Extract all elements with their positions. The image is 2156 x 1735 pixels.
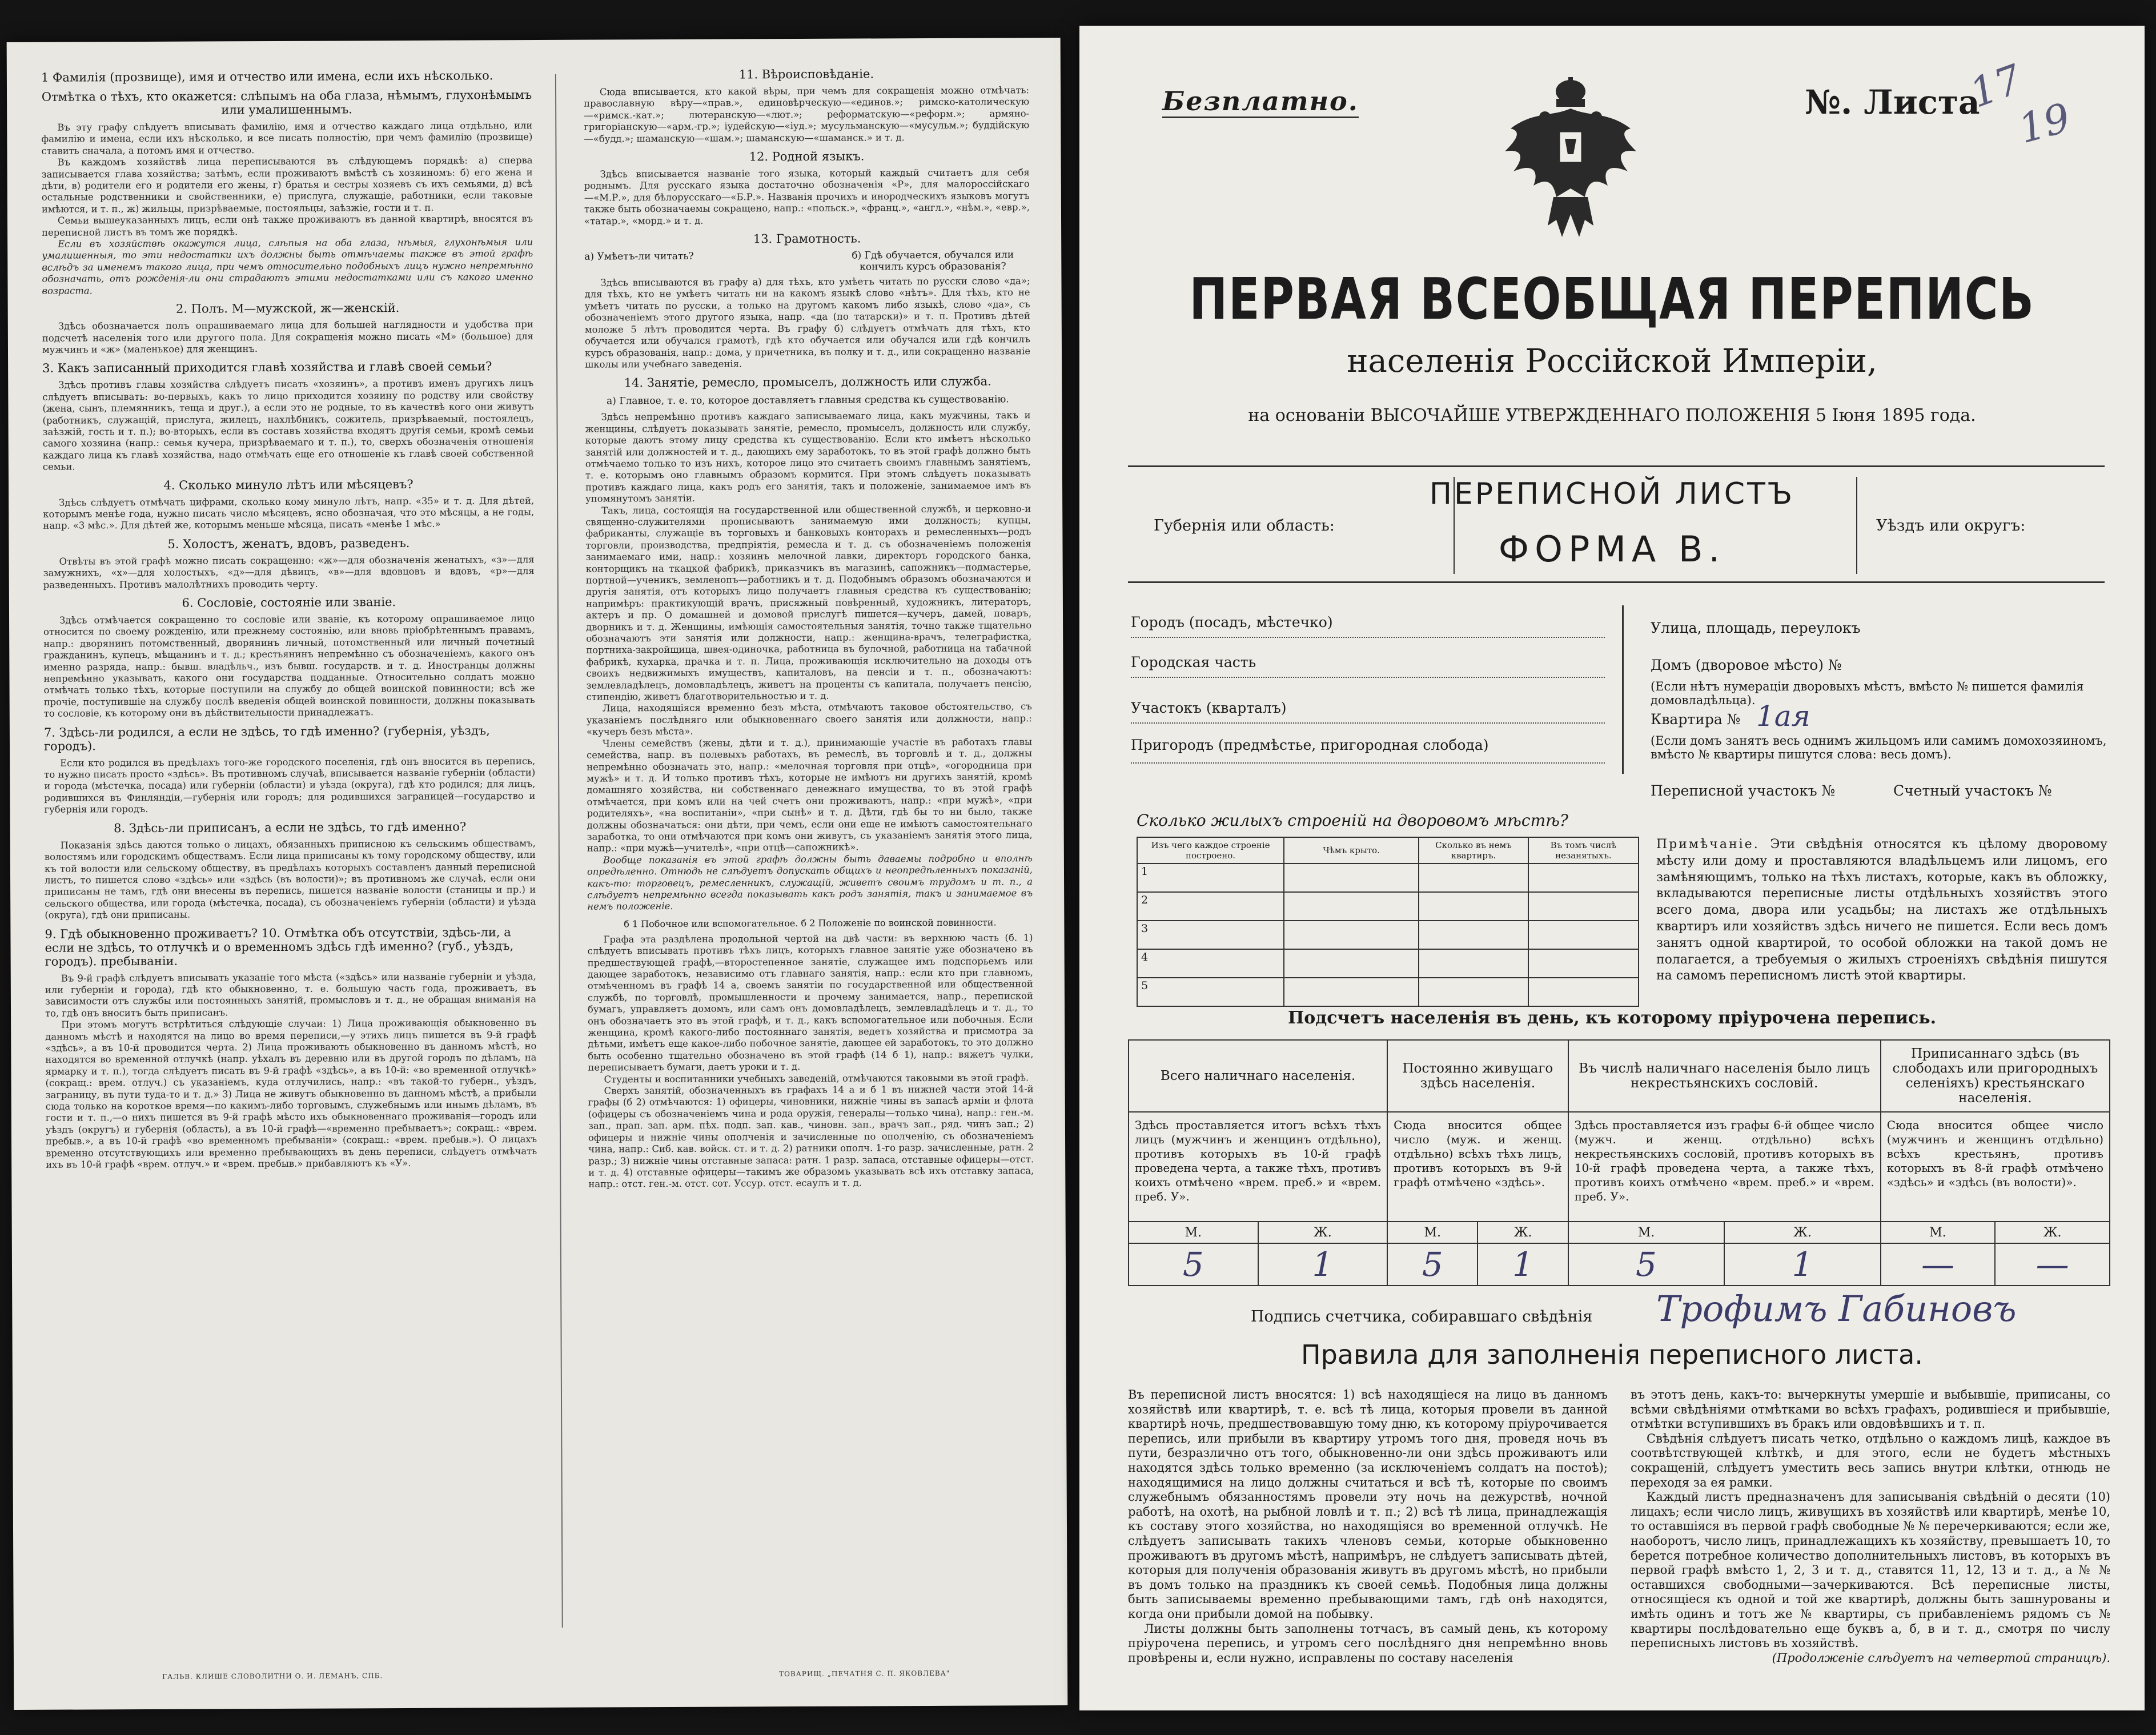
paragraph: Вообще показанія въ этой графѣ должны быть даваемы подробно и вполнѣ опредѣленно. Отнюдь не слѣдуетъ допускать общихъ и неопредѣленныхъ показаній, какъ-то: торговецъ, ремесленникъ, служащій, живетъ своимъ трудомъ и т. п., а слѣдуетъ непремѣнно всегда показывать какъ родъ занятія, такъ и занимаемое въ немъ положеніе.	[587, 852, 1033, 912]
paragraph: Сюда вписывается, кто какой вѣры, при чемъ для сокращенія можно отмѣчать: православную вѣру—«прав.», единовѣрческую—«единов.»; римско-католическую—«римск.-кат.»; лютеранскую—«лют.»; реформатскую—«реформ.»; армяно-григоріанскую—«арм.-гр.»; іудейскую—«іуд.»; мусульманскую—«мусульм.»; буддійскую—«будд.»; шаманскую—«шам.»; шаманскую—«шаманск.» и т. д.	[584, 85, 1030, 144]
subtitle: населенія Россійской Имперіи,	[1347, 343, 1877, 380]
paragraph: Студенты и воспитанники учебныхъ заведеній, отмѣчаются таковыми въ этой графѣ.	[604, 1071, 1029, 1085]
row-number: 3	[1137, 921, 1284, 949]
population-header: Приписаннаго здѣсь (въ слободахъ или пригородныхъ селеніяхъ) крестьянскаго населенія.	[1881, 1040, 2110, 1112]
paragraph: Здѣсь противъ главы хозяйства слѣдуетъ писать «хозяинъ», а противъ именъ другихъ лицъ слѣдуетъ вписывать: во-первыхъ, какъ то лицо приходится хозяину по родству или свойству (жена, сынъ, племянникъ, теща и друг.), а если это не родные, то въ качествѣ кого они живутъ (работникъ, служащій, прислуга, жилецъ, нахлѣбникъ, сожитель, призрѣваемый, постоялецъ, заѣзжій, гость и т. п.); во-вторыхъ, если въ составъ хозяйства входятъ другія семьи, кромѣ семьи самого хозяина (напр.: семья кучера, призрѣваемаго и т. п.), то, сверхъ обозначенія отношенія каждаго лица къ главѣ хозяйства, надо отмѣчать еще его отношеніе къ главѣ своей собственной семьи.	[42, 377, 534, 472]
paragraph: Здѣсь отмѣчается сокращенно то сословіе или званіе, къ которому опрашиваемое лицо относится по своему рожденію, или прежнему состоянію, или вновь пріобрѣтеннымъ правамъ, напр.: дворянинъ потомственный, дворянинъ личный, потомственный или личный почетный гражданинъ, купецъ, мѣщанинъ и т. д.; крестьянинъ непремѣнно съ обозначеніемъ, какого онъ именно разряда, напр.: бывш. владѣльч., изъ бывш. государств. и т. д. Иностранцы должны непремѣнно указывать, какого они государства подданные. Относительно солдатъ можно отмѣчать только тѣхъ, которые поступили на службу до общей воинской повинности; всѣ же прочіе, поступившіе на службу послѣ введенія общей воинской повинности, должны показывать то сословіе, къ которому они въ дѣйствительности принадлежатъ.	[43, 613, 535, 720]
section-13-heading: 13. Грамотность.	[753, 231, 861, 246]
population-instruction: Здѣсь проставляется итогъ всѣхъ тѣхъ лицъ (мужчинъ и женщинъ отдѣльно), противъ которыхъ въ 10-й графѣ проведена черта, а также тѣхъ, противъ коихъ отмѣчено «врем. преб.» и «врем. преб. У».	[1129, 1112, 1387, 1222]
field-line	[1131, 762, 1605, 764]
paragraph: Въ 9-й графѣ слѣдуетъ вписывать указаніе того мѣста («здѣсь» или названіе губерніи и уѣзда, или губерніи и города), гдѣ кто обыкновенно, т. е. большую часть года, проживаетъ, въ зависимости отъ службы или постоянныхъ занятій, промысловъ и т. д., не обращая вниманія на то, гдѣ онъ вноситъ быть приписанъ.	[45, 970, 537, 1019]
male-label: М.	[1881, 1222, 1996, 1243]
note-text: Эти свѣдѣнія относятся къ цѣлому дворовому мѣсту или дому и проставляются владѣльцемъ или лицомъ, его замѣняющимъ, только на тѣхъ листахъ, которые, какъ въ обложку, вкладываются переписные листы отдѣльныхъ хозяйствъ этого всего дома, двора или усадьбы; на листахъ же отдѣльныхъ квартиръ или хозяйствъ здѣсь ничего не пишется. Если весь домъ занятъ одной квартирой, то особой обложки на такой домъ не полагается, а требуемыя о жилыхъ строеніяхъ свѣдѣнія пишутся на самомъ переписномъ листѣ этой квартиры.	[1656, 837, 2107, 983]
apartment-note: (Если домъ занятъ весь однимъ жильцомъ или самимъ домохозяиномъ, вмѣсто № квартиры пишутся слова: весь домъ).	[1651, 734, 2107, 761]
section-6-heading: 6. Сословіе, состояніе или званіе.	[182, 595, 396, 610]
imperial-eagle-emblem	[1499, 77, 1642, 248]
rules-text: въ этотъ день, какъ-то: вычеркнуты умершіе и выбывшіе, приписаны, со всѣми свѣдѣніями отмѣтками во всѣхъ графахъ, родившіеся и прибывшіе, отмѣтки вступившихъ въ бракъ или овдовѣвшихъ и т. п.	[1631, 1388, 2110, 1431]
section-1-subheading: Отмѣтка о тѣхъ, кто окажется: слѣпымъ на оба глаза, нѣмымъ, глухонѣмымъ или умалишеннымъ.	[41, 88, 532, 117]
right-page	[1079, 26, 2145, 1710]
section-14b-heading: б 1 Побочное или вспомогательное. б 2 Положеніе по воинской повинности.	[624, 917, 997, 930]
count-district-label: Счетный участокъ №	[1893, 782, 2052, 799]
paragraph: Сверхъ занятій, обозначенныхъ въ графахъ 14 а и б 1 въ нижней части этой 14-й графы (б 2) отмѣчаются: 1) офицеры, чиновники, нижніе чины въ запасѣ арміи и флота (офицеры съ обозначеніемъ чина и рода оружія, генералы—только чина), напр.: ген.-м. зап., прап. зап. арм. пѣх. подп. зап. кав., чиновн. зап., врачъ зап., ряд. чинъ зап.; 2) офицеры и нижніе чины ополченія и зачисленные по ополченію, съ обозначеніемъ чина, напр.: Сиб. кав. войск. ст. и т. д. 2) ратники ополч. 1-го разр. зачисленные, ратн. 2 разр.; 3) нижніе чины отставные запаса: ратн. 1 разр. запаса, отставные офицеры—отст. и т. д. 4) отставные офицеры—такимъ же образомъ указывать всѣ ихъ отставку запаса, напр.: отст. ген.-м. отст. сот. Уссур. отст. есаулъ и т. д.	[588, 1083, 1034, 1190]
section-1-heading: 1 Фамилія (прозвище), имя и отчество или имена, если ихъ нѣсколько.	[41, 69, 493, 85]
population-instruction: Сюда вносится общее число (мужчинъ и женщинъ отдѣльно) всѣхъ крестьянъ, противъ которыхъ въ 8-й графѣ отмѣчено «здѣсь» и «здѣсь (въ волости)».	[1881, 1112, 2110, 1222]
free-label: Безплатно.	[1162, 86, 1359, 118]
row-number: 2	[1137, 892, 1284, 921]
rules-text: Свѣдѣнія слѣдуетъ писать четко, отдѣльно о каждомъ лицѣ, каждое въ соотвѣтствующей клѣткѣ, и для этого, если не будетъ мѣстныхъ сокращеній, слѣдуетъ уместить весь запись внутри клѣтки, отнюдь не переходя за ея рамки.	[1631, 1431, 2110, 1489]
population-header: Постоянно живущаго здѣсь населенія.	[1387, 1040, 1568, 1112]
legal-basis: на основаніи ВЫСОЧАЙШЕ УТВЕРЖДЕННАГО ПОЛОЖЕНІЯ 5 Іюня 1895 года.	[1248, 405, 1976, 425]
section-8-heading: 8. Здѣсь-ли приписанъ, а если не здѣсь, то гдѣ именно?	[114, 820, 467, 835]
count-value: 5	[1129, 1243, 1258, 1286]
section-7-heading: 7. Здѣсь-ли родился, а если не здѣсь, то гдѣ именно? (губернія, уѣздъ, городъ).	[43, 724, 490, 753]
printer-imprint-right: ТОВАРИЩ. „ПЕЧАТНЯ С. П. ЯКОВЛЕВА"	[779, 1669, 950, 1678]
rules-column-b	[1631, 1388, 2110, 1665]
left-page	[7, 38, 1068, 1710]
section-4-heading: 4. Сколько минуло лѣтъ или мѣсяцевъ?	[163, 477, 413, 492]
row-number: 1	[1137, 864, 1284, 892]
continuation-note: (Продолженіе слѣдуетъ на четвертой страницѣ).	[1772, 1650, 2110, 1665]
left-column-b	[584, 61, 1036, 1638]
literacy-question-b: б) Гдѣ обучается, обучался или кончилъ курсъ образованія?	[852, 249, 1014, 273]
table-row	[1137, 921, 1639, 949]
paragraph: При этомъ могутъ встрѣтиться слѣдующіе случаи: 1) Лица проживающія обыкновенно въ данномъ мѣстѣ и находятся на лицо во время переписи,—у этихъ лицъ пишется въ 9-й графѣ «здѣсь», а въ 10-й проводится черта. 2) Лица проживають обыкновенно въ данномъ мѣстѣ, но находятся во временной отлучкѣ (напр. уѣхалъ въ деревню или въ другой городъ по дѣламъ, на ярмарку и т. п.), тогда слѣдуетъ писать въ 9-й графѣ «здѣсь», а въ 10-й: «во временной отлучкѣ» (сокращ.: врем. отлуч.) съ указаніемъ, куда отлучились, напр.: «въ такой-то губерн., уѣздъ, заграницу, въ пути туда-то и т. д.» 3) Лица не живутъ обыкновенно въ данномъ мѣстѣ, а прибыли сюда только на короткое время—по какимъ-либо торговымъ, служебнымъ или инымъ дѣламъ, въ гости и т. п.,—о нихъ пишется въ 9-й графѣ мѣсто ихъ обыкновеннаго проживанія—городъ или уѣздъ (округъ) и губернія (область), а въ 10-й графѣ—«временно пребываетъ»; сокращ.: «врем. пребыв.», а въ 10-й графѣ «во временномъ пребываніи» (сокращ.: «врем. пребыв.»). О лицахъ временно отсутствующихъ или временно пребывающихъ въ день переписи, слѣдуетъ отмѣчать ихъ въ 10-й графѣ «врем. отлуч.» и «врем. пребыв.» прибавляютъ къ «У».	[45, 1017, 537, 1170]
district-label: Уѣздъ или округъ:	[1876, 517, 2026, 535]
population-instruction: Сюда вносится общее число (муж. и женщ. отдѣльно) всѣхъ тѣхъ лицъ, противъ которыхъ въ 9-й графѣ отмѣчено «здѣсь».	[1387, 1112, 1568, 1222]
table-row	[1137, 949, 1639, 978]
table-row	[1137, 864, 1639, 892]
street-label: Улица, площадь, переулокъ	[1651, 620, 1861, 636]
house-label: Домъ (дворовое мѣсто) №	[1651, 657, 1842, 673]
count-value: 1	[1478, 1243, 1568, 1286]
count-value: —	[1881, 1243, 1996, 1286]
city-label: Городъ (посадъ, мѣстечко)	[1131, 614, 1333, 630]
table-row	[1137, 978, 1639, 1006]
note-heading: Примѣчаніе.	[1656, 837, 1760, 852]
buildings-question: Сколько жилыхъ строеній на дворовомъ мѣстѣ?	[1137, 811, 1568, 830]
paragraph: Здѣсь обозначается полъ опрашиваемаго лица для большей наглядности и удобства при подсчетѣ населенія того или другого пола. Для сокращенія можно писать «М» (большое) для мужчинъ и «ж» (маленькое) для женщинъ.	[42, 319, 533, 355]
female-label: Ж.	[1724, 1222, 1881, 1243]
count-value: 1	[1258, 1243, 1388, 1286]
rules-text: Въ переписной листъ вносятся: 1) всѣ находящіеся на лицо въ данномъ хозяйствѣ или квартирѣ, т. е. всѣ тѣ лица, которыя провели въ данной квартирѣ ночь, предшествовавшую тому дню, къ которому пріурочивается перепись, или прибыли въ квартиру утромъ того дня, проведя ночь въ пути, безразлично отъ того, обыкновенно-ли они здѣсь проживаютъ или находятся здѣсь только временно (за исключеніемъ солдатъ на постоѣ); находящимися на лицо должны считаться и всѣ тѣ, которые по своимъ служебнымъ обязанностямъ провели эту ночь на дежурствѣ, ночной работѣ, на охотѣ, на рыбной ловлѣ и т. п.; 2) всѣ тѣ лица, принадлежащія къ составу этого хозяйства, но находящіяся во временной отлучкѣ. Не слѣдуетъ записывать такихъ членовъ семьи, которые обыкновенно проживаютъ въ другомъ мѣстѣ, напримѣръ, не слѣдуетъ записывать дѣтей, которыя для полученія образованія живутъ въ другомъ мѣстѣ, но прибыли въ домъ только на праздникъ къ своей семьѣ. Подобныя лица должны быть записываемы временно пребывающими тамъ, гдѣ онѣ находятся, когда они прибыли домой на побывку.	[1128, 1388, 1608, 1621]
paragraph: Семьи вышеуказанныхъ лицъ, если онѣ также проживаютъ въ данной квартирѣ, вносятся въ переписной листъ въ томъ же порядкѣ.	[42, 213, 533, 238]
rules-column-a	[1128, 1388, 1608, 1665]
section-2-heading: 2. Полъ. М—мужской, ж—женскій.	[175, 301, 400, 316]
population-header: Всего наличнаго населенія.	[1129, 1040, 1387, 1112]
paragraph: Въ эту графу слѣдуетъ вписывать фамилію, имя и отчество каждаго лица отдѣльно, или фамилію и имена, если ихъ нѣсколько, и все писать полностію, при чемъ фамилію (прозвище) ставить сначала, а потомъ имя и отчество.	[41, 120, 533, 156]
house-note: (Если нѣтъ нумераціи дворовыхъ мѣстъ, вмѣсто № пишется фамилія домовладѣльца).	[1651, 680, 2084, 707]
sheet-number-handwritten: 17	[1964, 55, 2028, 117]
paragraph: Въ каждомъ хозяйствѣ лица переписываются въ слѣдующемъ порядкѣ: а) сперва записывается глава хозяйства; затѣмъ, если проживаютъ вмѣстѣ съ хозяиномъ: б) его жена и дѣти, в) родители его и родители его жены, г) братья и сестры хозяевъ съ ихъ семьями, д) всѣ остальные родственники и свойственники, е) прислуга, служащіе, работники, если таковые имѣются, и т. п., ж) жильцы, призрѣваемые, постояльцы, заѣзжіе, гости и т. п.	[41, 155, 533, 215]
table-row	[1137, 892, 1639, 921]
printer-imprint-left: ГАЛЬВ. КЛИШЕ СЛОВОЛИТНИ О. И. ЛЕМАНЪ, СПБ.	[162, 1672, 383, 1681]
row-number: 4	[1137, 949, 1284, 978]
population-table	[1128, 1039, 2110, 1286]
buildings-header: Сколько въ немъ квартиръ.	[1419, 837, 1528, 864]
paragraph: Здѣсь непремѣнно противъ каждаго записываемаго лица, какъ мужчины, такъ и женщины, слѣдуетъ показывать занятіе, ремесло, промыселъ, должность или службу, которые даютъ этому лицу средства къ существованію. Если кто имѣетъ нѣсколько занятій или должностей и т. д., дающихъ ему заработокъ, то въ этой графѣ должно быть отмѣчаемо только то изъ нихъ, которое лицо это считаетъ своимъ главнымъ занятіемъ, т. е. которымъ оно главнымъ образомъ кормится. При этомъ слѣдуетъ показывать противъ каждаго лица, какъ родъ его занятія, такъ и положеніе, занимаемое имъ въ упомянутомъ занятіи.	[585, 409, 1031, 504]
literacy-question-a: а) Умѣетъ-ли читать?	[584, 250, 694, 263]
field-line	[1131, 637, 1605, 638]
paragraph: Отвѣты въ этой графѣ можно писать сокращенно: «ж»—для обозначенія женатыхъ, «з»—для замужнихъ, «х»—для холостыхъ, «д»—для дѣвицъ, «в»—для вдовцовъ и вдовъ, «р»—для разведенныхъ. Противъ малолѣтнихъ проводить черту.	[43, 553, 535, 591]
section-5-heading: 5. Холостъ, женатъ, вдовъ, разведенъ.	[167, 536, 410, 551]
population-count-title: Подсчетъ населенія въ день, къ которому пріурочена перепись.	[1287, 1008, 1937, 1028]
suburb-label: Пригородъ (предмѣстье, пригородная слобода)	[1131, 737, 1489, 753]
form-title: ПЕРЕПИСНОЙ ЛИСТЪ	[1429, 477, 1795, 511]
population-header: Въ числѣ наличнаго населенія было лицъ некрестьянскихъ сословій.	[1568, 1040, 1881, 1112]
paragraph: Здѣсь вписывается названіе того языка, который каждый считаетъ для себя роднымъ. Для русскаго языка достаточно обозначенія «Р», для малороссійскаго—«М.Р.», для бѣлорусскаго—«Б.Р.». Названія прочихъ и инородческихъ языковъ могутъ также быть обозначаемы сокращено, напр.: «польск.», «франц.», «англ.», «нѣм.», «евр.», «татар.», «морд.» и т. д.	[584, 167, 1030, 227]
fields-divider	[1622, 605, 1624, 774]
buildings-header: Чѣмъ крыто.	[1284, 837, 1419, 864]
buildings-table	[1137, 837, 1639, 1007]
field-line	[1131, 677, 1605, 678]
section-3-heading: 3. Какъ записанный приходится главѣ хозяйства и главѣ своей семьи?	[42, 359, 492, 376]
rules-text: Каждый листъ предназначенъ для записыванія свѣдѣній о десяти (10) лицахъ; если число лицъ, живущихъ въ хозяйствѣ или квартирѣ, менѣе 10, то оставшіяся въ первой графѣ свободные № № перечеркиваются; если же, наоборотъ, число лицъ, принадлежащихъ къ хозяйству, превышаетъ 10, то берется потребное количество дополнительныхъ листовъ, въ которыхъ въ первой графѣ вмѣсто 1, 2, 3 и т. д., ставятся 11, 12, 13 и т. д., а № № оставшихся свободными—зачеркиваются. Всѣ переписные листы, относящіеся къ одной и той же квартирѣ, должны быть зашнурованы и имѣть одинъ и тотъ же № квартиры, съ прибавленіемъ рядомъ съ № квартиры послѣдовательно еще буквъ а, б, в и т. д., смотря по числу переписныхъ листовъ въ хозяйствѣ.	[1631, 1490, 2110, 1650]
apartment-label: Квартира №	[1651, 711, 1741, 728]
section-11-heading: 11. Вѣроисповѣданіе.	[738, 67, 874, 82]
city-part-label: Городская часть	[1131, 654, 1256, 670]
main-title: ПЕРВАЯ ВСЕОБЩАЯ ПЕРЕПИСЬ	[1189, 266, 2035, 332]
section-9-10-heading: 9. Гдѣ обыкновенно проживаетъ? 10. Отмѣтка объ отсутствіи, здѣсь-ли, а если не здѣсь, то отлучкѣ и о временномъ здѣсь гдѣ именно? (губ., уѣздъ, городъ). пребываніи.	[45, 925, 514, 969]
paragraph: Лица, находящіяся временно безъ мѣста, отмѣчаютъ таковое обстоятельство, съ указаніемъ послѣдняго или обыкновеннаго своего занятія или должности, напр.: «кучеръ безъ мѣста».	[586, 701, 1032, 737]
form-letter: ФОРМА В.	[1498, 528, 1726, 570]
buildings-header: Изъ чего каждое строеніе построено.	[1137, 837, 1284, 864]
female-label: Ж.	[1258, 1222, 1388, 1243]
row-number: 5	[1137, 978, 1284, 1006]
section-14-heading: 14. Занятіе, ремесло, промыселъ, должность или служба.	[624, 374, 991, 390]
paragraph: Если въ хозяйствѣ окажутся лица, слѣпыя на оба глаза, нѣмыя, глухонѣмыя или умалишенныя, то эти недостатки ихъ должны быть отмѣчаемы также въ этой графѣ вслѣдъ за именемъ такого лица, при чемъ относительно подобныхъ лицъ нужно непремѣнно обозначать, отъ рожденія-ли они страдаютъ этими недостатками или съ какого именно возраста.	[42, 236, 533, 296]
rules-title: Правила для заполненія переписного листа.	[1301, 1339, 1923, 1370]
paragraph: Здѣсь слѣдуетъ отмѣчать цифрами, сколько кому минуло лѣтъ, напр. «35» и т. д. Для дѣтей, которымъ менѣе года, нужно писать число мѣсяцевъ, ясно обозначая, что это мѣсяцы, а не годы, напр. «3 мѣс.». Для дѣтей же, которымъ меньше мѣсяца, писать «менѣе 1 мѣс.»	[43, 495, 535, 532]
enumerator-signature-label: Подпись счетчика, собиравшаго свѣдѣнія	[1251, 1308, 1593, 1326]
female-label: Ж.	[1995, 1222, 2110, 1243]
apartment-number-handwritten: 1ая	[1756, 700, 1810, 733]
paragraph: Графа эта раздѣлена продольной чертой на двѣ части: въ верхнюю часть (б. 1) слѣдуетъ вписывать противъ тѣхъ лицъ, которыхъ главное занятіе уже обозначено въ предшествующей графѣ,—второстепенное занятіе, служащее имъ подспорьемъ или дающее заработокъ, независимо отъ главнаго занятія, напр.: если кто при главномъ, отмѣченномъ въ графѣ 14 а, своемъ занятіи по государственной или общественной службѣ, по торговлѣ, промышленности и прочему занимается, напр., перепиской бумагъ, управляетъ домомъ, или самъ онъ домовладѣлецъ, землевладѣлецъ и т. д., то онъ обозначаетъ это въ этой графѣ, и т. д., какъ вспомогательное или побочныя. Если женщина, кромѣ какого-либо постояннаго занятія, ведетъ хозяйства и присмотра за дѣтьми, имѣетъ еще какое-либо побочное занятіе, дающее ей заработокъ, то это должно быть особенно тщательно обозначено въ этой графѣ (14 б 1), напр.: вяжетъ чулки, переписываетъ бумаги, даетъ уроки и т. д.	[587, 931, 1034, 1073]
sheet-number-label: №. Листа	[1805, 83, 1980, 122]
column-divider	[555, 74, 563, 1628]
enumerator-signature: Трофимъ Габиновъ	[1656, 1288, 2017, 1330]
buildings-header: Въ томъ числѣ незанятыхъ.	[1528, 837, 1639, 864]
count-value: —	[1995, 1243, 2110, 1286]
count-value: 5	[1568, 1243, 1725, 1286]
paragraph: Показанія здѣсь даются только о лицахъ, обязанныхъ приписною къ сельскимъ обществамъ, волостямъ или городскимъ обществамъ. Если лица приписаны къ тому городскому обществу, или къ той волости или сельскому обществу, въ предѣлахъ которыхъ составленъ данный переписной листъ, то пишется слово «здѣсь» или «здѣсь (въ волости)»; въ противномъ же случаѣ, если они приписаны не тамъ, гдѣ они внесены въ перепись, пишется названіе волости (станицы и пр.) и сельского общества, или города (мѣстечка, посада), съ обозначеніемъ губерніи (области) и уѣзда (округа), гдѣ они приписаны.	[44, 837, 536, 921]
paragraph: Если кто родился въ предѣлахъ того-же городского поселенія, гдѣ онъ вносится въ перепись, то нужно писать просто «здѣсь». Въ противномъ случаѣ, вписывается названіе губерніи (области) и города (мѣстечка, посада) или губерніи (области) и уѣзда (округа), гдѣ кто родился; для лицъ, родившихся въ Финляндіи,—губернія или городъ; для родившихся заграницей—государство и губернія или городъ.	[44, 755, 536, 816]
count-value: 5	[1387, 1243, 1478, 1286]
quarter-label: Участокъ (кварталъ)	[1131, 700, 1287, 716]
population-instruction: Здѣсь проставляется изъ графы 6-й общее число (мужч. и женщ. отдѣльно) всѣхъ некрестьянскихъ сословій, противъ которыхъ въ 10-й графѣ проведена черта, а также тѣхъ, противъ коихъ отмѣчено «врем. преб.» и «врем. преб. У».	[1568, 1112, 1881, 1222]
province-label: Губернія или область:	[1154, 517, 1335, 535]
paragraph: Такъ, лица, состоящія на государственной или общественной службѣ, и церковно-и священно-служителями прописываютъ занимаемую ими должность; купцы, фабриканты, служащіе въ торговыхъ и банковыхъ конторахъ и ремесленныхъ—родъ торговли, производства, предпріятія, ремесла и т. д. съ обозначеніемъ положенія занимаемаго ими, напр.: хозяинъ мелочной лавки, директоръ городского банка, конторщикъ на ткацкой фабрикѣ, приказчикъ въ магазинѣ, сапожникъ—подмастерье, портной—ученикъ, земленопъ—работникъ и т. д. Подобнымъ образомъ обозначаются и другія занятія, отъ которыхъ лицо получаетъ главныя средства къ существованію; напримѣръ: практикующій врачъ, присяжный повѣренный, художникъ, литераторъ, актеръ и пр. О домашней и домовой прислугѣ пишется—кучеръ, дамей, поваръ, дворникъ и т. д. Женщины, имѣющія самостоятельныя занятія, точно также тщательно обозначаютъ эти занятія или должности, напр.: женщина-врачъ, телеграфистка, портниха-закройщица, швея-одиночка, работница въ булочной, работница на табачной фабрикѣ, кухарка, прачка и т. п. Лица, проживающія исключительно на доходы отъ своихъ недвижимыхъ имуществъ, капиталовъ, на пенсіи и т. п., обозначаютъ: землевладѣлецъ, домовладѣлецъ, живетъ на проценты съ капитала, получаетъ пенсію, стипендію, живетъ благотворительностью и т. д.	[585, 503, 1032, 702]
male-label: М.	[1568, 1222, 1725, 1243]
census-district-label: Переписной участокъ №	[1651, 782, 1836, 799]
section-14-subheading: а) Главное, т. е. то, которое доставляетъ главныя средства къ существованію.	[607, 393, 1009, 407]
field-line	[1131, 722, 1605, 724]
note	[1656, 837, 2107, 985]
female-label: Ж.	[1478, 1222, 1568, 1243]
count-value: 1	[1724, 1243, 1881, 1286]
paragraph: Здѣсь вписываются въ графу а) для тѣхъ, кто умѣетъ читать по русски слово «да»; для тѣхъ, кто не умѣетъ читать ни на какомъ языкѣ слово «нѣтъ». Для тѣхъ, кто не умѣетъ читать по русски, а только на другомъ какомъ либо языкѣ, слово «да», съ обозначеніемъ этого другого языка, напр. «да (по татарски)» и т. п. Противъ дѣтей моложе 5 лѣтъ проводится черта. Въ графу б) слѣдуетъ отмѣчать для тѣхъ, кто обучается или обучался грамотѣ, гдѣ кто обучается или обучался или гдѣ кончилъ курсъ образованія, напр.: дома, у причетника, въ полку и т. д., или сокращенно названіе школы или учебнаго заведенія.	[584, 275, 1031, 370]
male-label: М.	[1387, 1222, 1478, 1243]
left-column-a	[41, 63, 539, 1641]
male-label: М.	[1129, 1222, 1258, 1243]
rules-text: Листы должны быть заполнены тотчасъ, въ самый день, къ которому пріурочена перепись, и утромъ сего послѣдняго дня непремѣнно вновь провѣрены и, если нужно, исправлены по составу населенія	[1128, 1621, 1608, 1665]
paragraph: Члены семействъ (жены, дѣти и т. д.), принимающіе участіе въ работахъ главы семейства, напр. въ полевыхъ работахъ, въ ремеслѣ, въ торговлѣ и т. д., должны непремѣнно обозначать это, напр.: «мелочная торговля при отцѣ», «огородница при мужѣ» и т. д. И только противъ тѣхъ, которые не имѣютъ ни другихъ занятій, кромѣ домашняго хозяйства, ни собственнаго денежнаго имущества, то въ этой графѣ отмѣчается, при комъ или на чей счетъ они проживаютъ, напр.: «при мужѣ», «при родителяхъ», «на воспитаніи», «при сынѣ» и т. д. Дѣти, гдѣ бы то ни было, также должны обозначаться: они дѣти, при чемъ, если они еще не имѣютъ самостоятельнаго заработка, то они отмѣчаются при комъ они живутъ, съ указаніемъ занятія этого лица, напр.: «при мужѣ—учителѣ», «при отцѣ—сапожникѣ».	[587, 736, 1033, 854]
section-12-heading: 12. Родной языкъ.	[749, 149, 865, 164]
sheet-number-handwritten-2: 19	[2013, 94, 2075, 153]
